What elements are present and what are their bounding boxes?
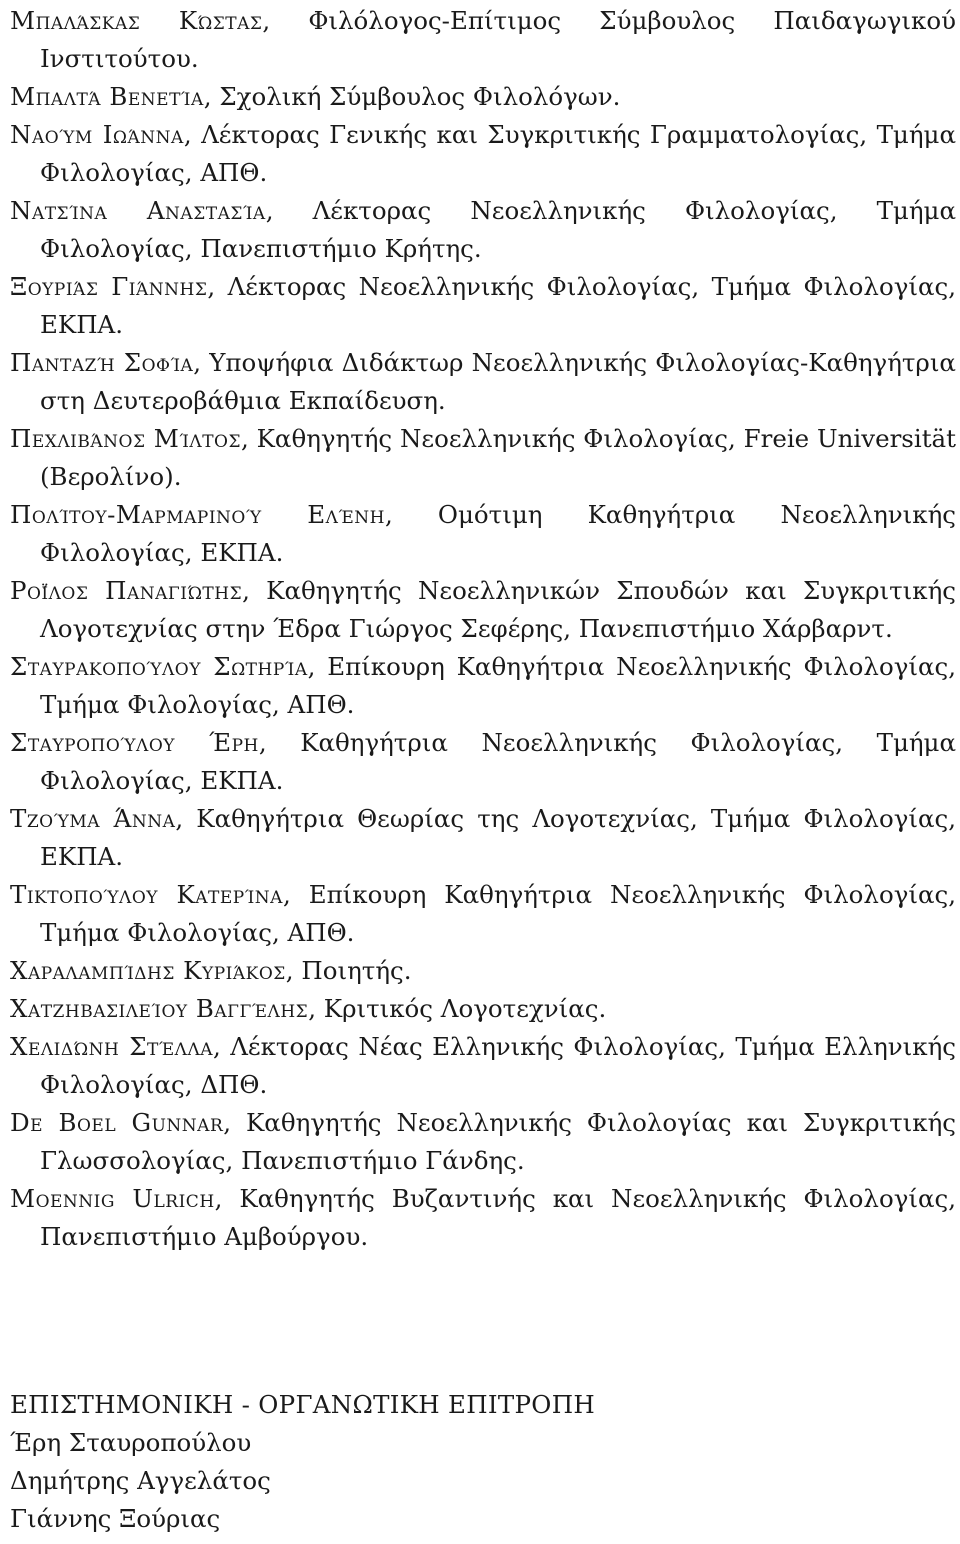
committee-member: Δημήτρης Αγγελάτος [10,1466,271,1495]
contributors-list [10,2,956,1256]
contributor-description: , Σχολική Σύμβουλος Φιλολόγων. [203,82,621,111]
committee-member: Γιάννης Ξούριας [10,1504,221,1533]
contributor-description: , Φιλόλογος-Επίτιμος Σύμβουλος Παιδαγωγικού Ινστιτούτου. [40,6,956,73]
contributor-description: , Κριτικός Λογοτεχνίας. [308,994,607,1023]
contributor-description: , Καθηγήτρια Θεωρίας της Λογοτεχνίας, Τμήμα Φιλολογίας, ΕΚΠΑ. [40,804,956,871]
contributor-description: , Λέκτορας Νεοελληνικής Φιλολογίας, Τμήμα Φιλολογίας, ΕΚΠΑ. [40,272,956,339]
contributor-entry [10,192,956,268]
contributor-description: , Επίκουρη Καθηγήτρια Νεοελληνικής Φιλολογίας, Τμήμα Φιλολογίας, ΑΠΘ. [40,880,956,947]
contributor-description: , Λέκτορας Νέας Ελληνικής Φιλολογίας, Τμήμα Ελληνικής Φιλολογίας, ΔΠΘ. [40,1032,956,1099]
contributor-description: , Καθηγητής Νεοελληνικής Φιλολογίας και Συγκριτικής Γλωσσολογίας, Πανεπιστήμιο Γάνδης. [40,1108,957,1175]
contributor-name: Πολίτου-Μαρμαρινού Ελένη [10,500,385,529]
contributor-name: Ροΐλος Παναγιώτης [10,576,243,605]
contributor-description: , Ποιητής. [285,956,412,985]
contributor-name: Χαραλαμπίδης Κυριάκος [10,956,286,985]
committee-section [10,1386,595,1538]
contributor-name: Moennig Ulrich [10,1184,215,1213]
contributor-entry [10,724,956,800]
contributor-description: , Επίκουρη Καθηγήτρια Νεοελληνικής Φιλολογίας, Τμήμα Φιλολογίας, ΑΠΘ. [40,652,956,719]
contributor-entry [10,990,956,1028]
contributor-entry [10,2,956,78]
contributor-description: , Καθηγητής Νεοελληνικής Φιλολογίας, Freie Universität (Βερολίνο). [40,424,956,491]
contributor-entry [10,1104,956,1180]
contributor-name: Πεχλιβάνος Μίλτος [10,424,241,453]
contributor-name: Σταυροπούλου Έρη [10,728,259,757]
contributor-entry [10,344,956,420]
contributor-entry [10,572,956,648]
contributor-name: Νατσίνα Αναστασία [10,196,266,225]
contributor-entry [10,116,956,192]
contributor-entry [10,496,956,572]
contributor-description: , Καθηγητής Βυζαντινής και Νεοελληνικής Φιλολογίας, Πανεπιστήμιο Αμβούργου. [40,1184,956,1251]
contributor-name: Ναούμ Ιωάννα [10,120,184,149]
contributor-description: , Λέκτορας Νεοελληνικής Φιλολογίας, Τμήμα Φιλολογίας, Πανεπιστήμιο Κρήτης. [40,196,956,263]
contributor-name: Χατζηβασιλείου Βαγγέλης [10,994,309,1023]
contributor-entry [10,952,956,990]
contributor-name: Σταυρακοπούλου Σωτηρία [10,652,308,681]
contributor-entry [10,1180,956,1256]
contributor-entry [10,1028,956,1104]
contributor-entry [10,78,956,116]
committee-heading: ΕΠΙΣΤΗΜΟΝΙΚΗ - ΟΡΓΑΝΩΤΙΚΗ ΕΠΙΤΡΟΠΗ [10,1390,596,1419]
contributor-description: , Ομότιμη Καθηγήτρια Νεοελληνικής Φιλολογίας, ΕΚΠΑ. [40,500,956,567]
contributor-name: Πανταζή Σοφία [10,348,194,377]
contributor-name: Μπαλάσκας Κώστας [10,6,263,35]
contributor-entry [10,420,956,496]
contributor-entry [10,876,956,952]
contributor-name: De Boel Gunnar [10,1108,224,1137]
contributor-name: Ξουριάς Γιάννης [10,272,208,301]
committee-member: Έρη Σταυροπούλου [10,1428,252,1457]
contributor-description: , Καθηγήτρια Νεοελληνικής Φιλολογίας, Τμήμα Φιλολογίας, ΕΚΠΑ. [40,728,957,795]
contributor-description: , Καθηγητής Νεοελληνικών Σπουδών και Συγκριτικής Λογοτεχνίας στην Έδρα Γιώργος Σεφέρης, Πανεπιστήμιο Χάρβαρντ. [40,576,956,643]
contributor-description: , Υποψήφια Διδάκτωρ Νεοελληνικής Φιλολογίας-Καθηγήτρια στη Δευτεροβάθμια Εκπαίδευση. [40,348,956,415]
contributor-entry [10,800,956,876]
contributor-description: , Λέκτορας Γενικής και Συγκριτικής Γραμματολογίας, Τμήμα Φιλολογίας, ΑΠΘ. [40,120,956,187]
contributor-entry [10,268,956,344]
contributor-name: Τικτοπούλου Κατερίνα [10,880,283,909]
contributor-entry [10,648,956,724]
contributor-name: Χελιδώνη Στέλλα [10,1032,214,1061]
contributor-name: Μπαλτά Βενετία [10,82,204,111]
contributor-name: Τζούμα Άννα [10,804,176,833]
